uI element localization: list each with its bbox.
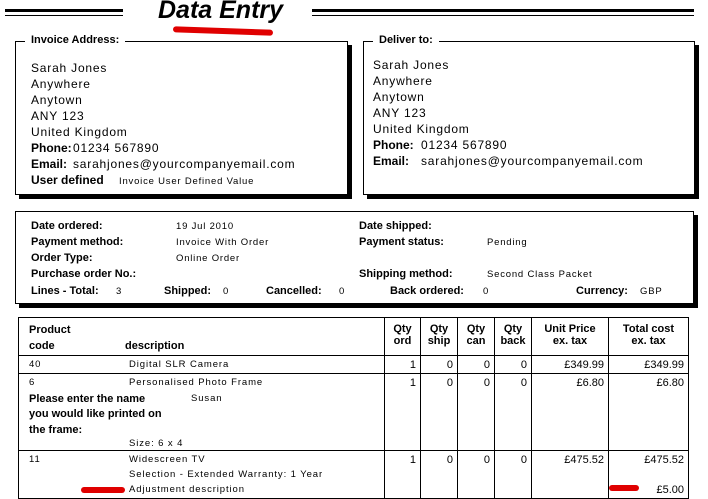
header-product-description: [19, 318, 385, 356]
order-type-value: Online Order: [176, 253, 240, 264]
title-rule-right-thin: [312, 15, 694, 16]
header-unit-price: Unit Price ex. tax: [532, 318, 609, 356]
order-type-label: Order Type:: [31, 252, 93, 264]
invoice-name: Sarah Jones: [31, 61, 108, 75]
row3-code: 11: [29, 454, 41, 465]
back-ordered-label: Back ordered:: [390, 285, 464, 297]
row3-total: £475.52: [644, 454, 684, 466]
row1-ord: 1: [385, 356, 421, 374]
row3-ship: 0: [421, 451, 458, 499]
header-total-cost: Total cost ex. tax: [609, 318, 689, 356]
row1-ship: 0: [421, 356, 458, 374]
table-row: [19, 374, 689, 451]
row2-prompt-3: the frame:: [29, 424, 83, 436]
header-qty-ord: Qty ord: [385, 318, 421, 356]
row2-total: £6.80: [609, 374, 689, 451]
currency-value: GBP: [640, 286, 663, 297]
currency-label: Currency:: [576, 285, 628, 297]
date-ordered-value: 19 Jul 2010: [176, 221, 234, 232]
back-ordered-value: 0: [483, 286, 490, 297]
table-row: [19, 356, 689, 374]
payment-method-value: Invoice With Order: [176, 237, 270, 248]
row3-selection: Selection - Extended Warranty: 1 Year: [129, 469, 324, 480]
deliver-to-box: [363, 34, 695, 195]
row2-ord: 1: [385, 374, 421, 451]
header-description: description: [125, 340, 185, 352]
header-product-code-1: Product: [29, 324, 71, 336]
cancelled-label: Cancelled:: [266, 285, 322, 297]
payment-status-label: Payment status:: [359, 236, 444, 248]
shipping-method-label: Shipping method:: [359, 268, 453, 280]
invoice-line1: Anywhere: [31, 77, 91, 91]
row3-ord: 1: [385, 451, 421, 499]
date-shipped-label: Date shipped:: [359, 220, 432, 232]
row1-product: [19, 356, 385, 374]
lines-total-value: 3: [116, 286, 123, 297]
purchase-order-label: Purchase order No.:: [31, 268, 137, 280]
row2-product: [19, 374, 385, 451]
table-header-row: [19, 318, 689, 356]
deliver-name: Sarah Jones: [373, 58, 450, 72]
row3-back: 0: [495, 451, 532, 499]
row3-adjustment: Adjustment description: [129, 484, 245, 495]
row3-adjustment-total: £5.00: [656, 484, 684, 496]
row1-description: Digital SLR Camera: [129, 359, 230, 370]
deliver-to-block: [373, 57, 643, 169]
payment-status-value: Pending: [487, 237, 528, 248]
invoice-postcode: ANY 123: [31, 109, 85, 123]
row2-description: Personalised Photo Frame: [129, 377, 264, 388]
deliver-phone: 01234 567890: [421, 138, 508, 152]
cancelled-value: 0: [339, 286, 346, 297]
red-adjustment-mark: [81, 487, 125, 493]
shipped-value: 0: [223, 286, 230, 297]
row3-can: 0: [458, 451, 495, 499]
invoice-phone: 01234 567890: [73, 141, 160, 155]
row2-unit-price: £6.80: [532, 374, 609, 451]
deliver-line1: Anywhere: [373, 74, 433, 88]
row2-prompt-1: Please enter the name: [29, 393, 146, 405]
shipped-label: Shipped:: [164, 285, 212, 297]
header-qty-ship: Qty ship: [421, 318, 458, 356]
invoice-email-label: Email:: [31, 157, 68, 171]
deliver-to-legend: Deliver to:: [373, 34, 439, 46]
invoice-address-block: [31, 60, 295, 190]
deliver-email: sarahjones@yourcompanyemail.com: [421, 154, 644, 168]
row2-prompt-2: you would like printed on: [29, 408, 162, 420]
page-title: Data Entry: [158, 0, 284, 24]
deliver-postcode: ANY 123: [373, 106, 427, 120]
row3-description: Widescreen TV: [129, 454, 206, 465]
red-underline-mark: [173, 26, 273, 35]
title-rule-right: [312, 9, 694, 12]
row2-prompt-value: Susan: [191, 393, 223, 404]
row2-back: 0: [495, 374, 532, 451]
deliver-phone-label: Phone:: [373, 138, 414, 152]
title-rule-left: [5, 9, 123, 12]
invoice-address-box: [15, 34, 348, 195]
invoice-country: United Kingdom: [31, 125, 128, 139]
table-row: [19, 451, 689, 499]
order-details-box: [15, 211, 694, 304]
row2-size: Size: 6 x 4: [129, 438, 184, 449]
row3-product: [19, 451, 385, 499]
row1-unit-price: £349.99: [532, 356, 609, 374]
row3-total-cell: [609, 451, 689, 499]
header-product-code-2: code: [29, 340, 55, 352]
row1-back: 0: [495, 356, 532, 374]
header-qty-can: Qty can: [458, 318, 495, 356]
date-ordered-label: Date ordered:: [31, 220, 103, 232]
row1-can: 0: [458, 356, 495, 374]
row3-unit-price: £475.52: [532, 451, 609, 499]
deliver-country: United Kingdom: [373, 122, 470, 136]
invoice-email: sarahjones@yourcompanyemail.com: [73, 157, 296, 171]
row2-code: 6: [29, 377, 36, 388]
row2-can: 0: [458, 374, 495, 451]
row1-total: £349.99: [609, 356, 689, 374]
user-defined-value: Invoice User Defined Value: [119, 176, 255, 187]
shipping-method-value: Second Class Packet: [487, 269, 593, 280]
deliver-line2: Anytown: [373, 90, 425, 104]
invoice-phone-label: Phone:: [31, 141, 72, 155]
order-items-table: [18, 317, 689, 499]
row2-ship: 0: [421, 374, 458, 451]
header-qty-back: Qty back: [495, 318, 532, 356]
row1-code: 40: [29, 359, 42, 370]
invoice-address-legend: Invoice Address:: [25, 34, 125, 46]
lines-total-label: Lines - Total:: [31, 285, 99, 297]
title-rule-left-thin: [5, 15, 123, 16]
payment-method-label: Payment method:: [31, 236, 124, 248]
invoice-line2: Anytown: [31, 93, 83, 107]
user-defined-label: User defined: [31, 173, 104, 187]
deliver-email-label: Email:: [373, 154, 410, 168]
red-adjustment-total-mark: [609, 485, 639, 491]
